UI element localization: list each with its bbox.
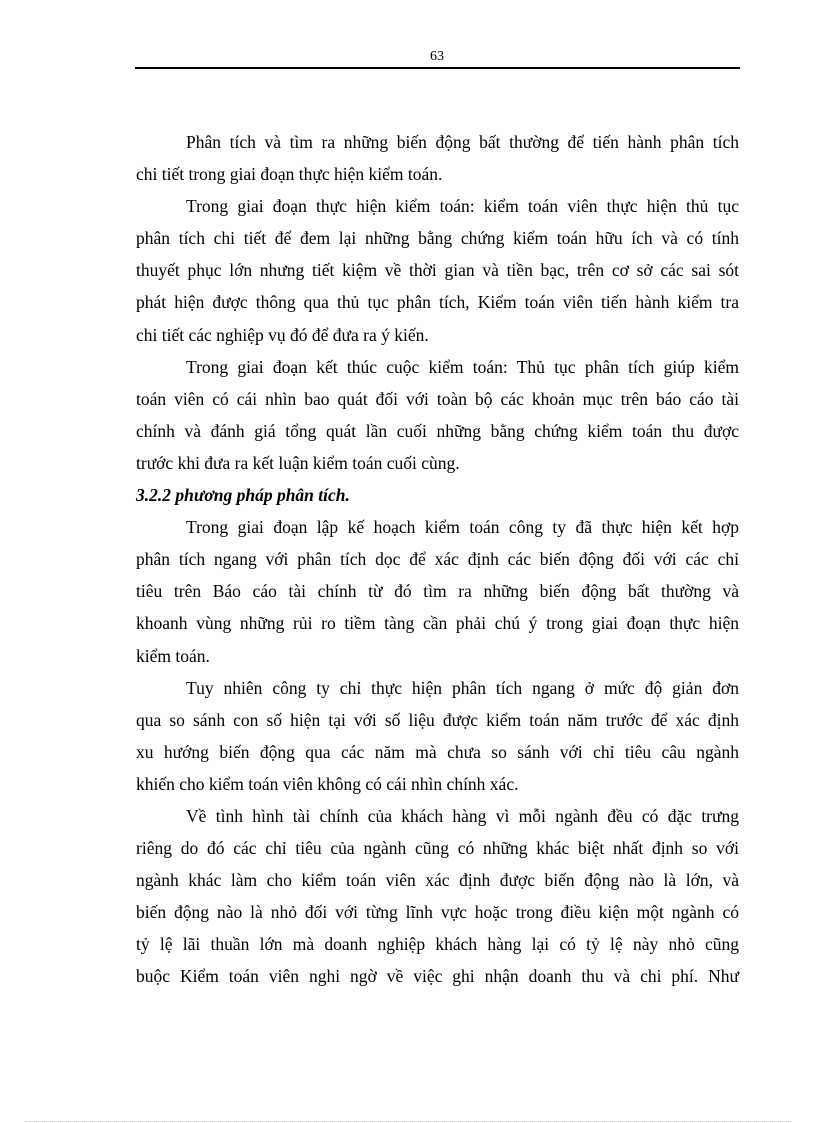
text-line: phát hiện được thông qua thủ tục phân tích, Kiểm toán viên tiến hành kiểm tra xyxy=(136,292,739,313)
text-line: khiến cho kiểm toán viên không có cái nhìn chính xác. xyxy=(136,773,519,794)
text-line: thuyết phục lớn nhưng tiết kiệm về thời gian và tiền bạc, trên cơ sở các sai sót xyxy=(136,260,739,281)
text-line: chi tiết trong giai đoạn thực hiện kiểm toán. xyxy=(136,164,443,185)
text-line: phân tích ngang với phân tích dọc để xác định các biến động đối với các chỉ xyxy=(136,549,739,570)
section-heading: 3.2.2 phương pháp phân tích. xyxy=(136,485,350,506)
document-body xyxy=(136,126,739,993)
text-line: tiêu trên Báo cáo tài chính từ đó tìm ra những biến động bất thường và xyxy=(136,581,739,602)
page-bottom-edge xyxy=(25,1121,791,1122)
text-line: biến động nào là nhỏ đối với từng lĩnh vực hoặc trong điều kiện một ngành có xyxy=(136,902,739,923)
text-line: toán viên có cái nhìn bao quát đối với toàn bộ các khoản mục trên báo cáo tài xyxy=(136,388,739,409)
text-line: qua so sánh con số hiện tại với số liệu được kiểm toán năm trước để xác định xyxy=(136,709,739,730)
text-line: Trong giai đoạn thực hiện kiểm toán: kiểm toán viên thực hiện thủ tục xyxy=(186,196,739,217)
text-line: chi tiết các nghiệp vụ đó để đưa ra ý kiến. xyxy=(136,324,429,345)
text-line: Phân tích và tìm ra những biến động bất thường để tiến hành phân tích xyxy=(186,132,739,152)
text-line: trước khi đưa ra kết luận kiểm toán cuối cùng. xyxy=(136,452,460,473)
text-line: xu hướng biến động qua các năm mà chưa so sánh với chỉ tiêu câu ngành xyxy=(136,741,739,762)
text-line: riêng do đó các chỉ tiêu của ngành cũng có những khác biệt nhất định so với xyxy=(136,838,739,859)
text-line: chính và đánh giá tổng quát lần cuối những bằng chứng kiểm toán thu được xyxy=(136,420,739,441)
text-line: Trong giai đoạn kết thúc cuộc kiểm toán: Thủ tục phân tích giúp kiểm xyxy=(186,356,739,377)
text-line: khoanh vùng những rủi ro tiềm tàng cần phải chú ý trong giai đoạn thực hiện xyxy=(136,613,739,634)
page-number: 63 xyxy=(430,49,444,64)
text-line: phân tích chi tiết để đem lại những bằng chứng kiểm toán hữu ích và có tính xyxy=(136,228,739,249)
header-rule xyxy=(135,67,740,69)
text-line: Trong giai đoạn lập kế hoạch kiểm toán công ty đã thực hiện kết hợp xyxy=(186,517,739,538)
text-line: Về tình hình tài chính của khách hàng vì mỗi ngành đều có đặc trưng xyxy=(186,805,739,826)
text-line: tỷ lệ lãi thuần lớn mà doanh nghiệp khách hàng lại có tỷ lệ này nhỏ cũng xyxy=(136,934,739,955)
text-line: buộc Kiểm toán viên nghi ngờ về việc ghi nhận doanh thu và chi phí. Như xyxy=(136,966,739,987)
text-line: kiểm toán. xyxy=(136,645,210,666)
text-line: Tuy nhiên công ty chỉ thực hiện phân tích ngang ở mức độ giản đơn xyxy=(186,677,739,698)
text-line: ngành khác làm cho kiểm toán viên xác định được biến động nào là lớn, và xyxy=(136,870,739,891)
